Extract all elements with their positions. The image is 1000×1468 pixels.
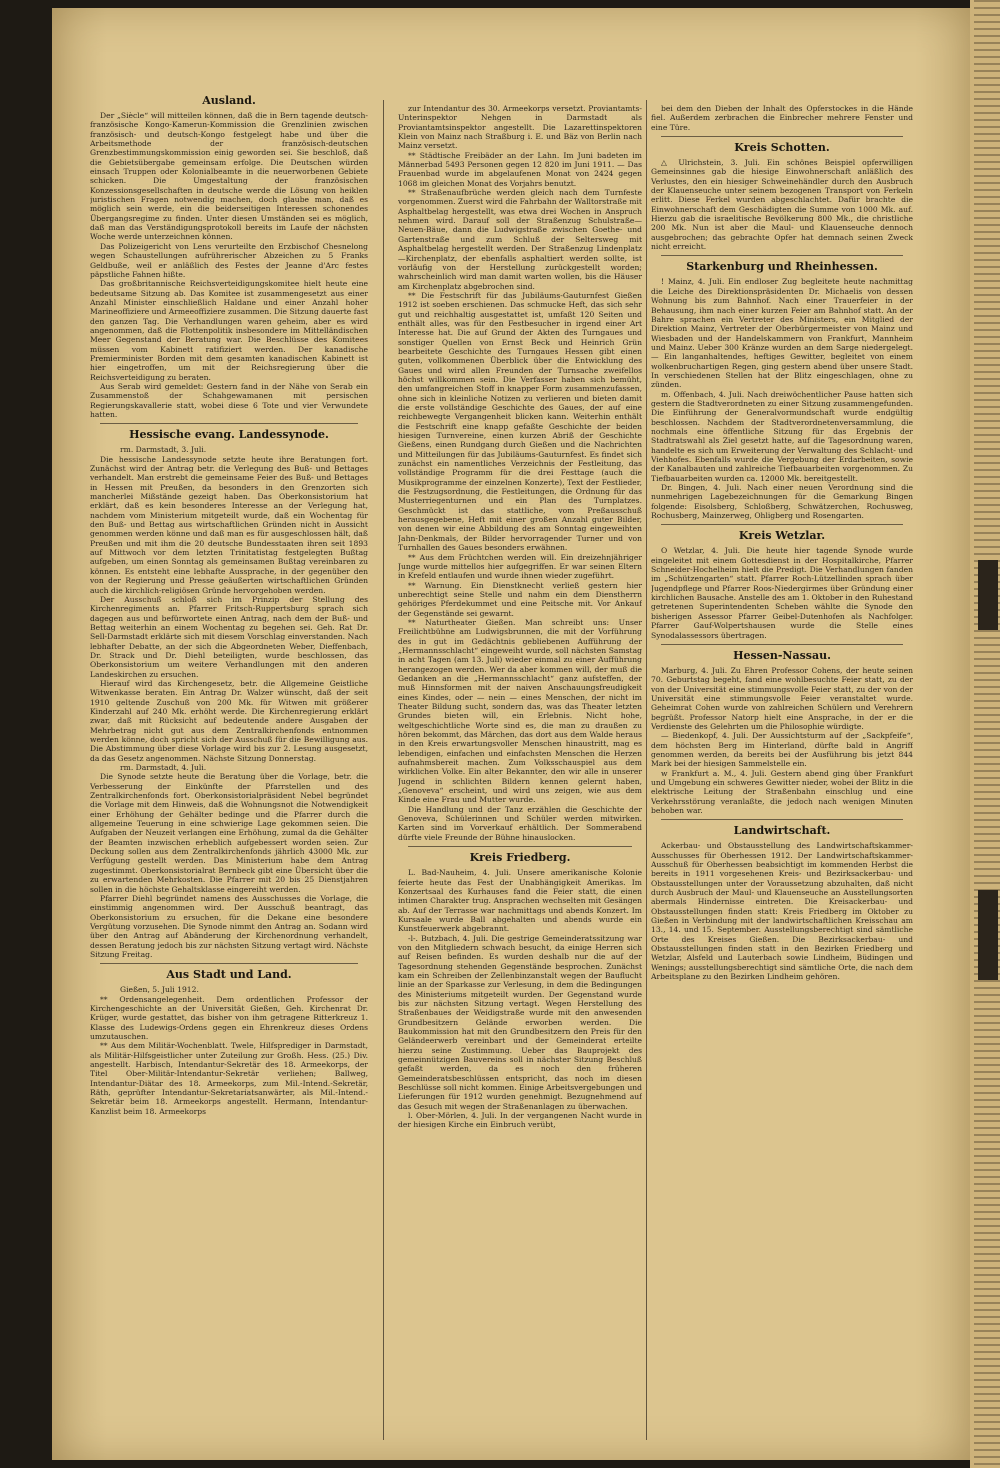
article-paragraph: ** Warnung. Ein Dienstknecht verließ gestern hier unberechtigt seine Stelle und nahm ein dem Dienstherrn gehöriges Pferdekummet und eine Peitsche mit. Vor Ankauf der Gegenstände sei gewarnt.	[398, 580, 642, 618]
article-paragraph: Die Handlung und der Tanz erzählen die Geschichte der Genoveva, Schülerinnen und Schüler werden mitwirken. Karten sind im Vorverkauf erhältlich. Der Sommerabend dürfte viele Freunde der Bühne hinauslocken.	[398, 804, 642, 842]
article-paragraph: Marburg, 4. Juli. Zu Ehren Professor Cohens, der heute seinen 70. Geburtstag begeht, fand eine wohlbesuchte Feier statt, zu der von der Universität eine stimmungsvolle Feier statt, zu der von der Universität eine stimmungsvolle Feier veranstaltet wurde. Geheimrat Cohen wurde von zahlreichen Schülern und Verehrern begrüßt. Professor Natorp hielt eine Ansprache, in der er die Verdienste des Gelehrten um die Philosophie würdigte.	[651, 665, 913, 731]
article-paragraph: -l-. Butzbach, 4. Juli. Die gestrige Gemeinderatssitzung war von den Mitgliedern schwach besucht, da einige Herren sich auf Reisen befinden. Es wurden deshalb nur die auf der Tagesordnung stehenden Gegenstände besprochen. Zunächst kam ein Schreiben der Zellenbinzanstalt wegen der Bauflucht linie an der Sparkasse zur Verlesung, in dem die Bedingungen des Ministeriums mitgeteilt wurden. Der Gegenstand wurde bis zur nächsten Sitzung vertagt. Wegen Herstellung des Straßenbaues der Weidigstraße wurde mit den anwesenden Grundbesitzern Gelände erworben werden. Die Baukommission hat mit den Grundbesitzern den Preis für den Geländeerwerb vereinbart und der Gemeinderat erteilte hierzu seine Zustimmung. Ueber das Bauprojekt des gemeinnützigen Bauvereins soll in nächster Sitzung Beschluß gefaßt werden, da es noch den früheren Gemeinderatsbeschlüssen entspricht, das noch im diesen Beschlüsse soll nicht kommen. Einige Arbeitsvergebungen und Lieferungen für 1912 wurden genehmigt. Bezugnehmend auf das Gesuch mit wegen der Straßenanlagen zu überwachen.	[398, 933, 642, 1111]
section-divider	[661, 524, 903, 525]
adjacent-page-edge	[970, 0, 1000, 1468]
dateline: Gießen, 5. Juli 1912.	[120, 985, 199, 995]
adjacent-page-ink-block	[978, 890, 998, 980]
article-paragraph: ** Die Festschrift für das Jubiläums-Gauturnfest Gießen 1912 ist soeben erschienen. Das schmucke Heft, das sich sehr gut und reichhaltig ausgestattet ist, umfaßt 120 Seiten und enthält alles, was für den Festbesucher in irgend einer Art Interesse hat. Die auf Grund der Akten des Turngaues und sonstiger Quellen von Ernst Beck und Heinrich Grün bearbeitete Geschichte des Turngaues Hessen gibt einen guten, vollkommenen Überblick über die Entwicklung des Gaues und wird allen Freunden der Turnsache zweifellos höchst willkommen sein. Die Verfasser haben sich bemüht, den umfangreichen Stoff in knapper Form zusammenzufassen, ohne sich in kleinliche Notizen zu verlieren und bieten damit die erste vollständige Geschichte des Gaues, der auf eine reichbewegte Vergangenheit blicken kann. Weiterhin enthält die Festschrift eine knapp gefaßte Geschichte der beiden hiesigen Turnvereine, einen kurzen Abriß der Geschichte Gießens, einen Rundgang durch Gießen und die Nachrichten und Mitteilungen für das Jubiläums-Gauturnfest. Es findet sich zunächst ein namentliches Verzeichnis der Festleitung, das vollständige Programm für die drei Festtage (auch die Musikprogramme der einzelnen Konzerte), Text der Festlieder, die Festzugsordnung, die Festleitungen, die Ordnung für das Musterriegenturnen und ein Plan des Turnplatzes. Geschmückt ist das stattliche, vom Preßausschuß herausgegebene, Heft mit einer großen Anzahl guter Bilder, von denen wir eine Abbildung des am Sonntag eingeweihten Jahn-Denkmals, der Bilder hervorragender Turner und von Turnhallen des Gaues besonders erwähnen.	[398, 290, 642, 553]
adjacent-page-ink-block	[978, 560, 998, 630]
dateline: rm. Darmstadt, 4. Juli.	[120, 763, 207, 773]
section-divider	[661, 136, 903, 137]
section-heading: Ausland.	[202, 94, 256, 107]
article-paragraph: Das Polizeigericht von Lens verurteilte den Erzbischof Chesnelong wegen Schaustellungen aufrührerischer Abzeichen zu 5 Franks Geldbuße, weil er anläßlich des Festes der Jeanne d'Arc festes päpstliche Fahnen hißte.	[90, 241, 368, 279]
article-paragraph: zur Intendantur des 30. Armeekorps versetzt. Proviantamts-Unterinspektor Nehgen in Darmstadt als Proviantamtsinspektor angestellt. Die Lazarettinspektoren Klein von Mainz nach Straßburg i. E. und Bäz von Berlin nach Mainz versetzt.	[398, 104, 642, 151]
section-heading: Hessische evang. Landessynode.	[129, 428, 329, 442]
article-paragraph: Der Ausschuß schloß sich im Prinzip der Stellung des Kirchenregiments an. Pfarrer Fritsch-Ruppertsburg sprach sich dagegen aus und befürwortete einen Antrag, nach dem der Buß- und Bettag weiterhin an einem Wochentag zu begehen sei. Geh. Rat Dr. Sell-Darmstadt erklärte sich mit diesem Vorschlag einverstanden. Nach lebhafter Debatte, an der sich die Abgeordneten Weber, Dieffenbach, Dr. Strack und Dr. Diehl beteiligten, wurde beschlossen, das Oberkonsistorium um weitere Verhandlungen mit den anderen Landeskirchen zu ersuchen.	[90, 594, 368, 679]
section-heading: Aus Stadt und Land.	[166, 968, 292, 982]
section-divider	[408, 846, 632, 847]
article-paragraph: ** Straßenaufbrüche werden gleich nach dem Turnfeste vorgenommen. Zuerst wird die Fahrbahn der Walltorstraße mit Asphaltbelag hergestellt, was etwa drei Wochen in Anspruch nehmen wird. Darauf soll der Straßenzug Schulstraße—Neuen-Bäue, dann die Ludwigstraße zwischen Goethe- und Gartenstraße und zum Schluß der Seltersweg mit Asphaltbelag hergestellt werden. Der Straßenzug Lindenplatz—Kirchenplatz, der ebenfalls asphaltiert werden sollte, ist vorläufig von der Herstellung zurückgestellt worden; wahrscheinlich wird man damit warten wollen, bis die Häuser am Kirchenplatz abgebrochen sind.	[398, 188, 642, 291]
article-paragraph: Das großbritannische Reichsverteidigungskomitee hielt heute eine bedeutsame Sitzung ab. Das Komitee ist zusammengesetzt aus einer Anzahl Minister einschließlich Haldane und einer Anzahl hoher Marineoffiziere und Armeeoffiziere zusammen. Die Sitzung dauerte fast den ganzen Tag. Die Verhandlungen waren geheim, aber es wird angenommen, daß die Flottenpolitik insbesondere im Mittelländischen Meer Gegenstand der Beratung war. Die Beschlüsse des Komitees müssen vom Kabinett ratifiziert werden. Der kanadische Premierminister Borden mit dem gesamten kanadischen Kabinett ist hier eingetroffen, um mit der Reichsregierung über die Reichsverteidigung zu beraten.	[90, 279, 368, 382]
column-1	[90, 90, 368, 1450]
article-paragraph: w Frankfurt a. M., 4. Juli. Gestern abend ging über Frankfurt und Umgebung ein schweres Gewitter nieder, wobei der Blitz in die elektrische Leitung der Straßenbahn einschlug und eine Verkehrsstörung veranlaßte, die jedoch nach wenigen Minuten behoben war.	[651, 768, 913, 815]
section-divider	[100, 963, 358, 964]
article-paragraph: Die hessische Landessynode setzte heute ihre Beratungen fort. Zunächst wird der Antrag betr. die Verlegung des Buß- und Bettages verhandelt. Man erstrebt die gemeinsame Feier des Buß- und Bettages in Hessen mit Preußen, da besonders in den Grenzorten sich mancherlei Mißstände gezeigt haben. Das Oberkonsistorium hat erklärt, daß es kein besonderes Interesse an der Verlegung hat, nachdem vom Ministerium mitgeteilt wurde, daß ein Wochentag für den Buß- und Bettag aus wirtschaftlichen Gründen nicht in Aussicht genommen werden könne und daß man es für ausgeschlossen hält, daß Preußen und mit ihm die 20 deutsche Bundesstaaten ihren seit 1893 auf Mittwoch vor dem letzten Trinitatistag festgelegten Bußtag aufgeben, um einen Sonntag als gemeinsamen Bußtag vereinbaren zu können. Es entsteht eine lebhafte Aussprache, in der gegenüber den von der Regierung und Presse geäußerten wirtschaftlichen Gründen auch die kirchlich-religiösen Gründe hervorgehoben werden.	[90, 454, 368, 595]
column-3	[651, 104, 913, 1464]
article-paragraph: — Biedenkopf, 4. Juli. Der Aussichtsturm auf der „Sackpfeife“, dem höchsten Berg im Hinterland, dürfte bald in Angriff genommen werden, da bereits bei der Ausführung bis jetzt 844 Mark bei der hiesigen Sammelstelle ein.	[651, 731, 913, 769]
article-paragraph: Die Synode setzte heute die Beratung über die Vorlage, betr. die Verbesserung der Einkünfte der Pfarrstellen und des Zentralkirchenfonds fort. Oberkonsistorialpräsident Nebel begründet die Vorlage mit dem Hinweis, daß die Wohnungsnot die Notwendigkeit einer Erhöhung der Gehälter bedinge und die Pfarrer durch die allgemeine Teuerung in eine schwierige Lage gekommen seien. Die Aufgaben der Neuzeit verlangen eine Erhöhung, zumal da die Gehälter der Beamten inzwischen erheblich aufgebessert worden seien. Zur Deckung sollen aus dem Zentralkirchenfonds jährlich 43000 Mk. zur Verfügung gestellt werden. Das Ministerium habe dem Antrag zugestimmt. Oberkonsistorialrat Bernbeck gibt eine Übersicht über die zu erwartenden Mehrkosten. Die Pfarrer mit 20 bis 25 Dienstjahren sollen in die höchste Gehaltsklasse eingereiht werden.	[90, 772, 368, 894]
article-paragraph: ** Naturtheater Gießen. Man schreibt uns: Unser Freilichtbühne am Ludwigsbrunnen, die mit der Vorführung des in gut im Gedächtnis gebliebenen Aufführung der „Hermannsschlacht“ eingeweiht wurde, soll nächsten Samstag in acht Tagen (am 13. Juli) wieder einmal zu einer Aufführung herangezogen werden. Wer da aber kommen will, der muß die Gedanken an die „Hermannsschlacht“ ganz aufsteffen, der muß Hinnsformen mit der naiven Anschauungsfreudigkeit eines Kindes, oder — nein — eines Menschen, der nicht im Theater Bildung sucht, sondern das, was das Theater letzten Grundes bieten will, ein Erlebnis. Nicht hohe, weltgeschichtliche Worte sind es, die man zu draußen zu hören bekommt, das Märchen, das dort aus dem Walde heraus in den Kreis erwartungsvoller Menschen hinaustritt, mag es lebendigen, einfachen und einfachsten Menschen die Herzen aufnahmsbereit machen. Zum Volksschauspiel aus dem wirklichen Volke. Ein alter Bekannter, den wir alle in unserer Jugend in schlichten Bildern kennen gelernt haben, „Genoveva“ erscheint, und wird uns zeigen, wie aus dem Kinde eine Frau und Mutter wurde.	[398, 617, 642, 805]
article-paragraph: ** Aus dem Militär-Wochenblatt. Twele, Hilfsprediger in Darmstadt, als Militär-Hilfsgeistlicher unter Zuteilung zur Großh. Hess. (25.) Div. angestellt. Harbisch, Intendantur-Sekretär des 18. Armeekorps, der Titel Ober-Militär-Intendantur-Sekretär verliehen; Ballweg, Intendantur-Diätar des 18. Armeekorps, zum Mil.-Intend.-Sekretär, Räth, geprüfter Intendantur-Sekretariatsanwärter, als Mil.-Intend.-Sekretär beim 18. Armeekorps angestellt. Hermann, Intendantur-Kanzlist beim 18. Armeekorps	[90, 1041, 368, 1116]
section-heading: Kreis Schotten.	[734, 141, 830, 155]
section-divider	[661, 255, 903, 256]
article-paragraph: ** Aus dem Früchtchen werden will. Ein dreizehnjähriger Junge wurde mittellos hier aufgegriffen. Er war seinen Eltern in Krefeld entlaufen und wurde ihnen wieder zugeführt.	[398, 552, 642, 581]
column-rule	[383, 100, 384, 1440]
article-paragraph: O Wetzlar, 4. Juli. Die heute hier tagende Synode wurde eingeleitet mit einem Gottesdienst in der Hospitalkirche, Pfarrer Schneider-Hochelheim hielt die Predigt. Die Verhandlungen fanden im „Schützengarten“ statt. Pfarrer Roch-Lützellinden sprach über Jugendpflege und Pfarrer Roos-Niedergirmes über Gründung einer kirchlichen Bausache. Anstelle des am 1. Oktober in den Ruhestand getretenen Superintendenten Scheben wählte die Synode den bisherigen Assessor Pfarrer Geibel-Dutenhofen als Nachfolger. Pfarrer Gauf-Wolpertshausen wurde die Stelle eines Synodalassessors übertragen.	[651, 546, 913, 640]
article-paragraph: Aus Serab wird gemeldet: Gestern fand in der Nähe von Serab ein Zusammenstoß der Schahgewamanen mit persischen Regierungskavallerie statt, wobei diese 6 Tote und vier Verwundete hatten.	[90, 381, 368, 419]
article-paragraph: l. Ober-Mörlen, 4. Juli. In der vergangenen Nacht wurde in der hiesigen Kirche ein Einbruch verübt,	[398, 1111, 642, 1130]
section-divider	[661, 644, 903, 645]
column-2	[398, 104, 642, 1464]
article-paragraph: ** Städtische Freibäder an der Lahn. Im Juni badeten im Männerbad 5493 Personen gegen 12 820 im Juni 1911. — Das Frauenbad wurde im abgelaufenen Monat von 2424 gegen 1068 im gleichen Monat des Vorjahrs benutzt.	[398, 150, 642, 188]
column-rule	[646, 100, 647, 1440]
article-paragraph: bei dem den Dieben der Inhalt des Opferstockes in die Hände fiel. Außerdem zerbrachen die Einbrecher mehrere Fenster und eine Türe.	[651, 104, 913, 132]
section-heading: Kreis Friedberg.	[469, 851, 571, 865]
article-paragraph: ** Ordensangelegenheit. Dem ordentlichen Professor der Kirchengeschichte an der Universität Gießen, Geh. Kirchenrat Dr. Krüger, wurde gestattet, das bisher von ihm getragene Ritterkreuz 1. Klasse des Ludewigs-Ordens gegen ein Ehrenkreuz dieses Ordens umzutauschen.	[90, 994, 368, 1041]
article-paragraph: Der „Siècle“ will mitteilen können, daß die in Bern tagende deutsch-französische Kongo-Kamerun-Kommission die Grenzlinien zwischen französisch- und deutsch-Kongo festgelegt habe und über die Arbeitsmethode der französisch-deutschen Grenzbestimmungskommission einig geworden sei. Sie beschloß, daß die Gebietsübergabe gemeinsam erfolge. Die Deutschen würden einsach Truppen oder Kolonialbeamte in die neuerworbenen Gebiete schicken. Die Umgestaltung der französischen Konzessionsgesellschaften in deutsche werde die Lösung von heiklen juristischen Fragen notwendig machen, doch glaube man, daß es möglich sein werde, ein die beiderseitigen Interessen schonendes Übergangsregime zu finden. Unter diesen Umständen sei es möglich, daß man das Verständigungsprotokoll bereits im Laufe der nächsten Woche werde unterzeichnen können.	[90, 111, 368, 242]
section-heading: Starkenburg und Rheinhessen.	[686, 260, 878, 274]
article-paragraph: △ Ulrichstein, 3. Juli. Ein schönes Beispiel opferwilligen Gemeinsinnes gab die hiesige Einwohnerschaft anläßlich des Verlustes, den ein hiesiger Schweinehändler durch den Ausbruch der Klauenseuche unter seinem bezogenen Transport von Ferkeln erlitt. Diese Ferkel wurden abgeschlachtet. Dafür brachte die Einwohnerschaft dem Geschädigten die Summe von 1000 Mk. auf. Hierzu gab die israelitische Bevölkerung 800 Mk., die christliche 200 Mk. Nun ist aber die Maul- und Klauenseuche dennoch ausgebrochen; das gebrachte Opfer hat demnach seinen Zweck nicht erreicht.	[651, 158, 913, 252]
section-divider	[661, 819, 903, 820]
article-paragraph: L. Bad-Nauheim, 4. Juli. Unsere amerikanische Kolonie feierte heute das Fest der Unabhängigkeit Amerikas. Im Konzertsaal des Kurhauses fand die Feier statt, die einen intimen Charakter trug. Ansprachen wechselten mit Gesängen ab. Auf der Terrasse war nachmittags und abends Konzert. Im Kursaale wurde Ball abgehalten und abends wurde ein Kunstfeuerwerk abgebrannt.	[398, 868, 642, 934]
article-paragraph: Dr. Bingen, 4. Juli. Nach einer neuen Verordnung sind die nunmehrigen Lagebezeichnungen für die Gemarkung Bingen folgende: Eisolsberg, Schloßberg, Schwätzerchen, Rochusweg, Rochusberg, Mainzerweg, Ohligberg und Rosengarten.	[651, 483, 913, 521]
section-heading: Hessen-Nassau.	[733, 648, 831, 662]
article-paragraph: m. Offenbach, 4. Juli. Nach dreiwöchentlicher Pause hatten sich gestern die Stadtverordneten zu einer Sitzung zusammengefunden. Die Einführung der Generalvormundschaft wurde endgültig beschlossen. Nachdem der Stadtverordnetenversammlung, die nochmals eine öffentliche Sitzung für das Ergebnis der Stadtratswahl als Ziel gesetzt hatte, auf die Tagesordnung waren, handelte es sich um Erweiterung der Verwaltung des Schlacht- und Viehhofes. Ebenfalls wurde die Vergebung der Erdarbeiten, sowie der Kanalbauten und zahlreiche Tiefbauarbeiten vorgenommen. Zu Tiefbauarbeiten wurden ca. 12000 Mk. bereitgestellt.	[651, 389, 913, 483]
article-paragraph: Ackerbau- und Obstausstellung des Landwirtschaftskammer-Ausschusses für Oberhessen 1912. Der Landwirtschaftskammer-Ausschuß für Oberhessen beabsichtigt im kommenden Herbst die bereits in 1911 vorgesehenen Kreis- und Bezirksackerbau- und Obstausstellungen unter der Voraussetzung abzuhalten, daß nicht durch Ausbruch der Maul- und Klauenseuche an Ausstellungsorten abermals Hindernisse eintreten. Die Kreisackerbau- und Obstausstellungen finden statt: Kreis Friedberg im Oktober zu Gießen in Verbindung mit der landwirtschaftlichen Kreisschau am 13., 14. und 15. September. Ausstellungsberechtigt sind sämtliche Orte des Kreises Gießen. Die Bezirksackerbau- und Obstausstellungen finden statt in den Bezirken Friedberg und Wetzlar, Alsfeld und Lauterbach sowie Lindheim, Büdingen und Wenings; ausstellungsberechtigt sind sämtliche Orte, die nach dem Arbeitsplane zu den Bezirken Lindheim gehören.	[651, 841, 913, 982]
article-paragraph: ! Mainz, 4. Juli. Ein endloser Zug begleitete heute nachmittag die Leiche des Direktionspräsidenten Dr. Michaelis von dessen Wohnung bis zum Bahnhof. Nach einer Trauerfeier in der Behausung, ihm nach einer kurzen Feier am Bahnhof statt. An der Bahre sprachen ein Vertreter des Ministers, ein Mitglied der Direktion Mainz, Vertreter der Oberbürgermeister von Mainz und Wiesbaden und der Handelskammern von Frankfurt, Mannheim und Mainz. Ueber 300 Kränze wurden an dem Sarge niedergelegt. — Ein langanhaltendes, heftiges Gewitter, begleitet von einem wolkenbruchartigen Regen, ging gestern abend über unsere Stadt. In verschiedenen Stellen hat der Blitz eingeschlagen, ohne zu zünden.	[651, 277, 913, 390]
article-paragraph: Pfarrer Diehl begründet namens des Ausschusses die Vorlage, die einstimmig angenommen wird. Der Ausschuß beantragt, das Oberkonsistorium zu ersuchen, für die Dekane eine besondere Vergütung vorzusehen. Die Synode nimmt den Antrag an. Sodann wird über den Antrag auf Abänderung der Kirchenordnung verhandelt, dessen Beratung jedoch bis zur nächsten Sitzung vertagt wird. Nächste Sitzung Freitag.	[90, 893, 368, 959]
article-paragraph: Hierauf wird das Kirchengesetz, betr. die Allgemeine Geistliche Witwenkasse beraten. Ein Antrag Dr. Walzer wünscht, daß der seit 1910 geltende Zuschuß von 200 Mk. für Witwen mit größerer Kinderzahl auf 240 Mk. erhöht werde. Die Kirchenregierung erklärt zwar, daß mit Rücksicht auf bedeutende andere Ausgaben der Mehrbetrag nicht gut aus dem Zentralkirchenfonds entnommen werden könne, doch spricht sich der Ausschuß für die Bewilligung aus. Die Abstimmung über diese Vorlage wird bis zur 2. Lesung ausgesetzt, da das Gesetz angenommen. Nächste Sitzung Donnerstag.	[90, 678, 368, 763]
section-heading: Landwirtschaft.	[733, 824, 831, 838]
dateline: rm. Darmstadt, 3. Juli.	[120, 445, 207, 455]
section-heading: Kreis Wetzlar.	[738, 529, 826, 543]
section-divider	[100, 423, 358, 424]
